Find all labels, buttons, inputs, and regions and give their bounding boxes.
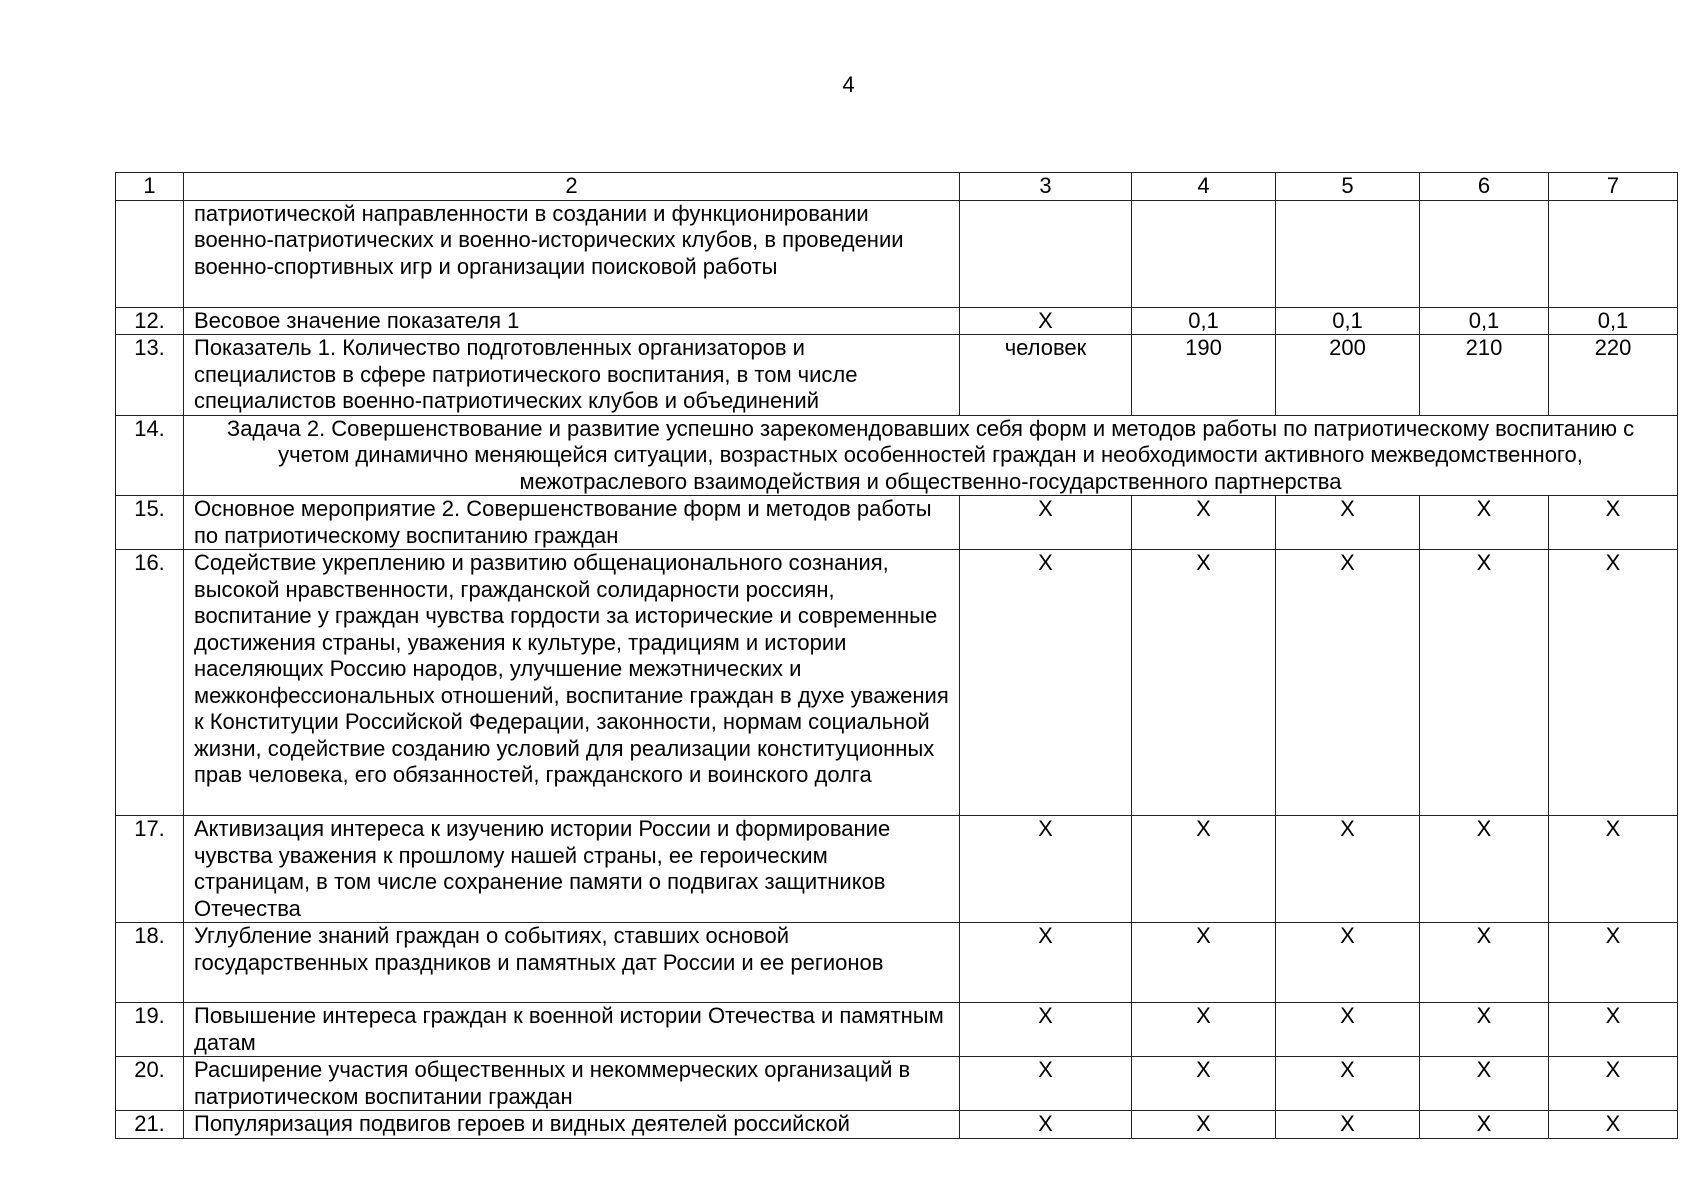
table-row: [116, 816, 1678, 923]
row-unit: Х: [960, 496, 1132, 550]
row-number: [116, 200, 184, 307]
row-number: 15.: [116, 496, 184, 550]
row-value: Х: [1276, 1111, 1420, 1139]
row-value: 190: [1132, 335, 1276, 416]
row-value: Х: [1420, 1111, 1549, 1139]
column-header: 4: [1132, 173, 1276, 201]
row-value: Х: [1549, 923, 1678, 1003]
row-value: 0,1: [1420, 307, 1549, 335]
table-row: [116, 1057, 1678, 1111]
row-unit: человек: [960, 335, 1132, 416]
column-header: 1: [116, 173, 184, 201]
table-row-task: [116, 415, 1678, 496]
row-value: Х: [1276, 1003, 1420, 1057]
row-value: [1420, 200, 1549, 307]
table-row: [116, 307, 1678, 335]
row-value: Х: [1420, 1003, 1549, 1057]
table-header-row: [116, 173, 1678, 201]
row-number: 14.: [116, 415, 184, 496]
row-unit: Х: [960, 550, 1132, 816]
row-unit: Х: [960, 1057, 1132, 1111]
row-value: 210: [1420, 335, 1549, 416]
row-value: 0,1: [1549, 307, 1678, 335]
row-description: Весовое значение показателя 1: [184, 307, 960, 335]
row-description: Содействие укреплению и развитию общенационального сознания, высокой нравственности, гражданской солидарности россиян, воспитание у граждан чувства гордости за исторические и современные достижения страны, уважения к культуре, традициям и истории населяющих Россию народов, улучшение межэтнических и межконфессиональных отношений, воспитание граждан в духе уважения к Конституции Российской Федерации, законности, нормам социальной жизни, содействие созданию условий для реализации конституционных прав человека, его обязанностей, гражданского и воинского долга: [184, 550, 960, 816]
table-row: [116, 1003, 1678, 1057]
row-value: Х: [1132, 496, 1276, 550]
table-row: [116, 1111, 1678, 1139]
column-header: 2: [184, 173, 960, 201]
row-description: Популяризация подвигов героев и видных деятелей российской: [184, 1111, 960, 1139]
row-description: Показатель 1. Количество подготовленных организаторов и специалистов в сфере патриотического воспитания, в том числе специалистов военно-патриотических клубов и объединений: [184, 335, 960, 416]
row-number: 19.: [116, 1003, 184, 1057]
row-value: Х: [1132, 1003, 1276, 1057]
row-description: Расширение участия общественных и некоммерческих организаций в патриотическом воспитании граждан: [184, 1057, 960, 1111]
row-number: 12.: [116, 307, 184, 335]
row-unit: Х: [960, 923, 1132, 1003]
row-number: 17.: [116, 816, 184, 923]
row-unit: Х: [960, 1111, 1132, 1139]
table-row: [116, 200, 1678, 307]
row-value: [1549, 200, 1678, 307]
row-description: Углубление знаний граждан о событиях, ставших основой государственных праздников и памятных дат России и ее регионов: [184, 923, 960, 1003]
row-number: 21.: [116, 1111, 184, 1139]
row-value: Х: [1549, 550, 1678, 816]
page-number: 4: [842, 72, 855, 97]
row-value: Х: [1549, 496, 1678, 550]
column-header: 7: [1549, 173, 1678, 201]
row-value: Х: [1276, 496, 1420, 550]
row-value: Х: [1276, 816, 1420, 923]
row-number: 18.: [116, 923, 184, 1003]
row-value: Х: [1420, 550, 1549, 816]
row-value: Х: [1132, 1111, 1276, 1139]
row-value: Х: [1549, 1003, 1678, 1057]
row-number: 16.: [116, 550, 184, 816]
row-number: 13.: [116, 335, 184, 416]
row-value: 220: [1549, 335, 1678, 416]
row-value: Х: [1276, 550, 1420, 816]
row-value: Х: [1549, 1057, 1678, 1111]
row-value: Х: [1549, 816, 1678, 923]
row-value: Х: [1420, 816, 1549, 923]
row-value: 200: [1276, 335, 1420, 416]
row-value: Х: [1276, 1057, 1420, 1111]
row-value: Х: [1420, 1057, 1549, 1111]
table-row: [116, 923, 1678, 1003]
program-indicators-table: [115, 172, 1678, 1139]
row-value: Х: [1132, 816, 1276, 923]
table-row: [116, 496, 1678, 550]
row-unit: Х: [960, 1003, 1132, 1057]
row-value: Х: [1132, 550, 1276, 816]
column-header: 6: [1420, 173, 1549, 201]
row-value: Х: [1132, 923, 1276, 1003]
row-value: Х: [1132, 1057, 1276, 1111]
row-unit: Х: [960, 307, 1132, 335]
column-header: 3: [960, 173, 1132, 201]
row-unit: [960, 200, 1132, 307]
row-number: 20.: [116, 1057, 184, 1111]
row-description: Повышение интереса граждан к военной истории Отечества и памятным датам: [184, 1003, 960, 1057]
task-heading: Задача 2. Совершенствование и развитие успешно зарекомендовавших себя форм и методов работы по патриотическому воспитанию с учетом динамично меняющейся ситуации, возрастных особенностей граждан и необходимости активного межведомственного, межотраслевого взаимодействия и общественно-государственного партнерства: [184, 415, 1678, 496]
row-value: 0,1: [1132, 307, 1276, 335]
row-value: Х: [1420, 496, 1549, 550]
row-value: Х: [1420, 923, 1549, 1003]
row-unit: Х: [960, 816, 1132, 923]
row-value: [1276, 200, 1420, 307]
table-row: [116, 335, 1678, 416]
row-value: Х: [1276, 923, 1420, 1003]
row-value: [1132, 200, 1276, 307]
column-header: 5: [1276, 173, 1420, 201]
row-value: 0,1: [1276, 307, 1420, 335]
row-description: Активизация интереса к изучению истории России и формирование чувства уважения к прошлому нашей страны, ее героическим страницам, в том числе сохранение памяти о подвигах защитников Отечества: [184, 816, 960, 923]
row-description: патриотической направленности в создании и функционировании военно-патриотических и военно-исторических клубов, в проведении военно-спортивных игр и организации поисковой работы: [184, 200, 960, 307]
row-value: Х: [1549, 1111, 1678, 1139]
table-row: [116, 550, 1678, 816]
row-description: Основное мероприятие 2. Совершенствование форм и методов работы по патриотическому воспитанию граждан: [184, 496, 960, 550]
